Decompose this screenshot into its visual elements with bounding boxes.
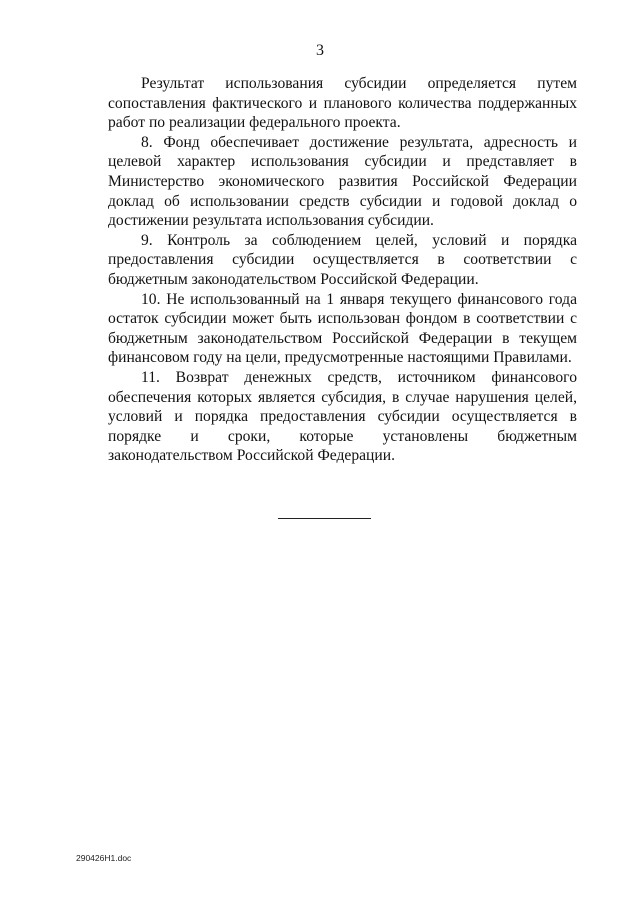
paragraph-result-definition: Результат использования субсидии определяется путем сопоставления фактического и планового количества поддержанных работ по реализации федерального проекта. xyxy=(108,75,577,132)
paragraph-11-refund: 11. Возврат денежных средств, источником финансового обеспечения которых является субсидия, в случае нарушения целей, условий и порядка предоставления субсидии осуществляется в порядке и сроки, которые установлены бюджетным законодательством Российской Федерации. xyxy=(108,368,577,465)
footer-file-code: 290426Н1.doc xyxy=(76,853,132,863)
end-separator-line xyxy=(278,518,371,519)
paragraph-8-fund-obligations: 8. Фонд обеспечивает достижение результата, адресность и целевой характер использования субсидии и представляет в Министерство экономического развития Российской Федерации доклад об использовании средств субсидии и годовой доклад о достижении результата использования субсидии. xyxy=(108,133,577,230)
document-body xyxy=(108,74,577,466)
paragraph-10-unused-balance: 10. Не использованный на 1 января текущего финансового года остаток субсидии может быть использован фондом в соответствии с бюджетным законодательством Российской Федерации в текущем финансовом году на цели, предусмотренные настоящими Правилами. xyxy=(108,290,577,367)
page-number: 3 xyxy=(316,42,324,59)
paragraph-9-control: 9. Контроль за соблюдением целей, условий и порядка предоставления субсидии осуществляется в соответствии с бюджетным законодательством Российской Федерации. xyxy=(108,231,577,288)
